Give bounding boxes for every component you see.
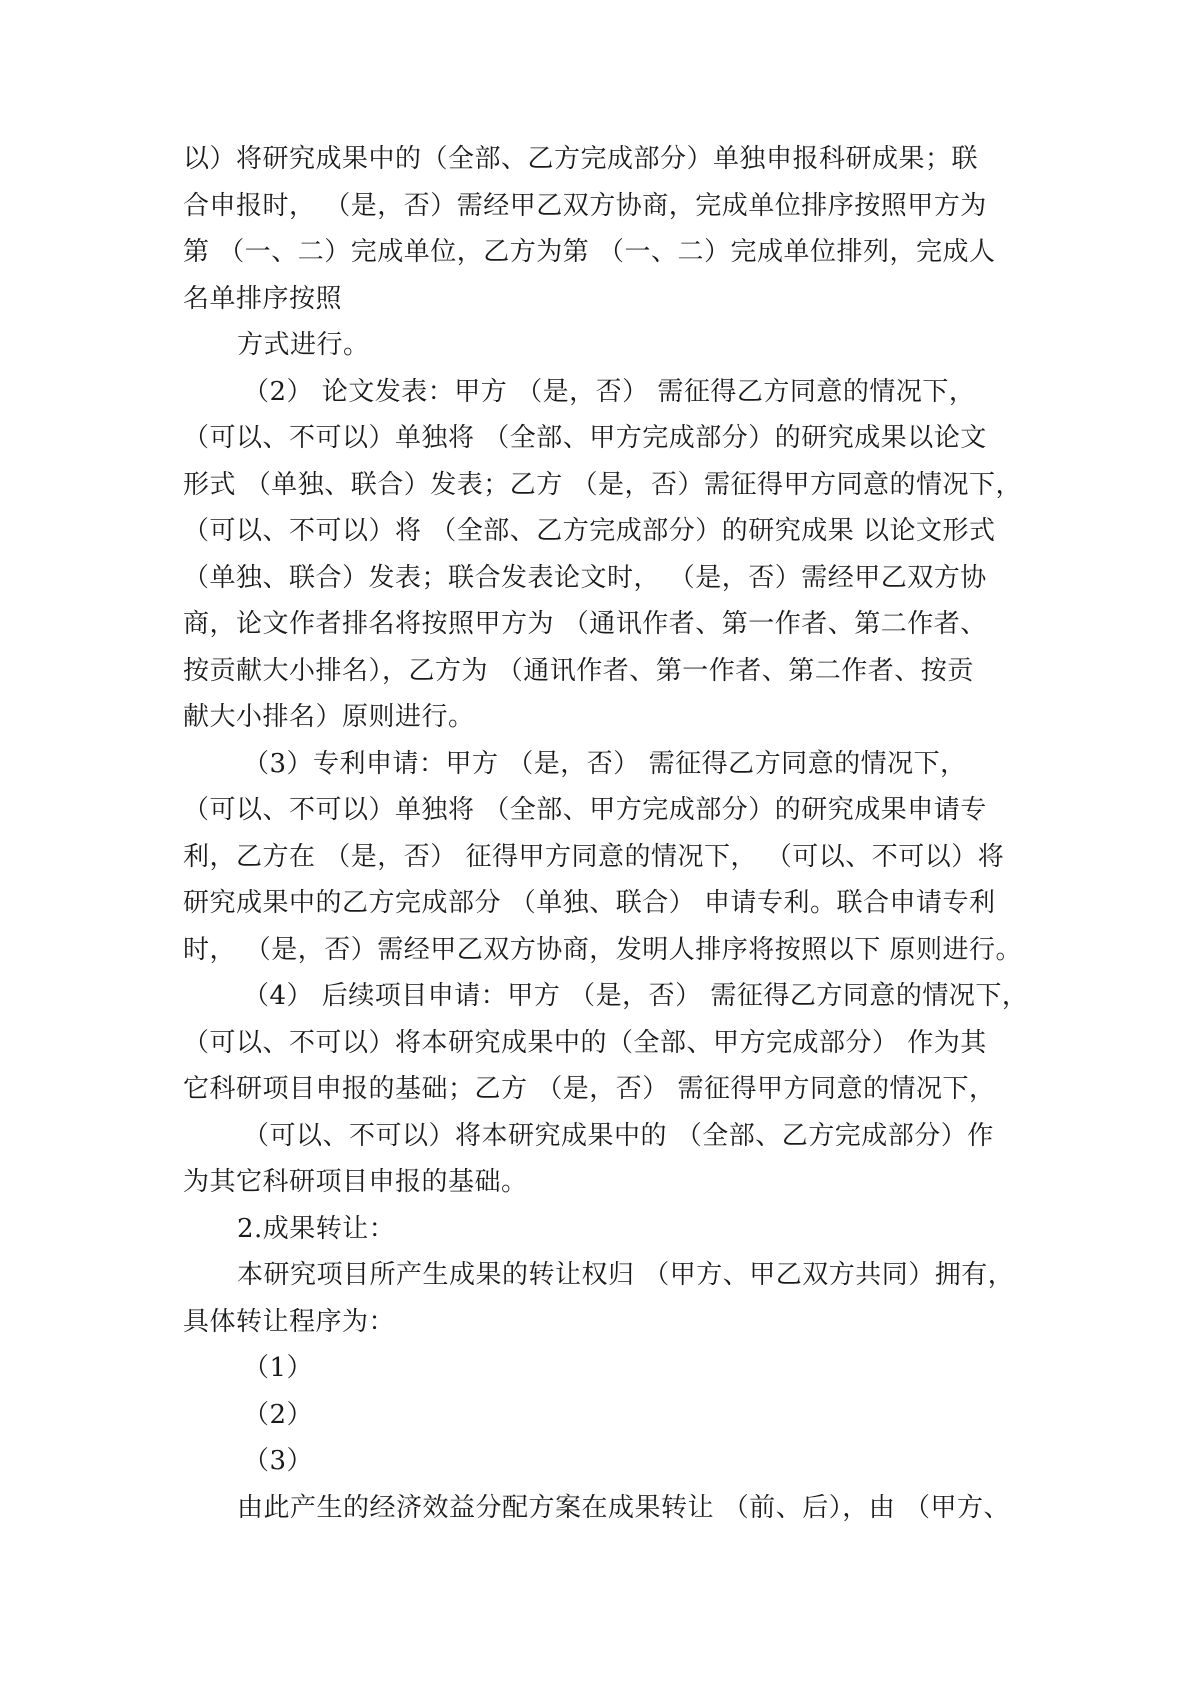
text-line: （3）专利申请：甲方 （是，否） 需征得乙方同意的情况下， bbox=[243, 748, 967, 779]
text-line: （可以、不可以）单独将 （全部、甲方完成部分）的研究成果以论文 bbox=[183, 423, 987, 453]
text-line: 合申报时， （是，否）需经甲乙双方协商，完成单位排序按照甲方为 bbox=[183, 190, 987, 221]
text-line: 按贡献大小排名），乙方为 （通讯作者、第一作者、第二作者、按贡 bbox=[183, 655, 974, 686]
text-line: （1） bbox=[243, 1353, 314, 1383]
text-line: 形式 （单独、联合）发表；乙方 （是，否）需征得甲方同意的情况下， bbox=[183, 469, 1023, 500]
text-line: （4） 后续项目申请：甲方 （是，否） 需征得乙方同意的情况下， bbox=[243, 981, 1029, 1011]
text-line: （3） bbox=[243, 1446, 314, 1476]
text-line: （可以、不可以）单独将 （全部、甲方完成部分）的研究成果申请专 bbox=[183, 795, 987, 825]
text-line: 具体转让程序为： bbox=[183, 1306, 396, 1337]
text-line: 由此产生的经济效益分配方案在成果转让 （前、后），由 （甲方、 bbox=[237, 1492, 1011, 1523]
text-line: 本研究项目所产生成果的转让权归 （甲方、甲乙双方共同）拥有， bbox=[237, 1260, 1015, 1290]
text-line: （2） 论文发表：甲方 （是，否） 需征得乙方同意的情况下， bbox=[243, 376, 976, 407]
text-line: 名单排序按照 bbox=[183, 283, 343, 314]
text-line: 商，论文作者排名将按照甲方为 （通讯作者、第一作者、第二作者、 bbox=[183, 609, 987, 639]
text-line: （可以、不可以）将本研究成果中的 （全部、乙方完成部分）作 bbox=[243, 1120, 994, 1151]
text-line: （可以、不可以）将 （全部、乙方完成部分）的研究成果 以论文形式 bbox=[183, 516, 996, 546]
text-line: 研究成果中的乙方完成部分 （单独、联合） 申请专利。联合申请专利 bbox=[183, 888, 996, 918]
text-line: 献大小排名）原则进行。 bbox=[183, 702, 475, 732]
text-line: 以）将研究成果中的（全部、乙方完成部分）单独申报科研成果；联 bbox=[183, 144, 979, 174]
text-line: （单独、联合）发表；联合发表论文时， （是，否）需经甲乙双方协 bbox=[183, 562, 987, 593]
document-body bbox=[183, 136, 1029, 1531]
text-line: 时， （是，否）需经甲乙双方协商，发明人排序将按照以下 原则进行。 bbox=[183, 934, 1023, 965]
text-line: 方式进行。 bbox=[237, 330, 370, 360]
text-line: （可以、不可以）将本研究成果中的（全部、甲方完成部分） 作为其 bbox=[183, 1027, 987, 1058]
text-line: 2.成果转让： bbox=[237, 1213, 396, 1244]
text-line: 利，乙方在 （是，否） 征得甲方同意的情况下， （可以、不可以）将 bbox=[183, 841, 1005, 872]
text-line: 它科研项目申报的基础；乙方 （是，否） 需征得甲方同意的情况下， bbox=[183, 1074, 996, 1104]
text-line: 为其它科研项目申报的基础。 bbox=[183, 1167, 528, 1197]
text-line: 第 （一、二）完成单位，乙方为第 （一、二）完成单位排列，完成人 bbox=[183, 237, 996, 267]
text-line: （2） bbox=[243, 1399, 314, 1430]
